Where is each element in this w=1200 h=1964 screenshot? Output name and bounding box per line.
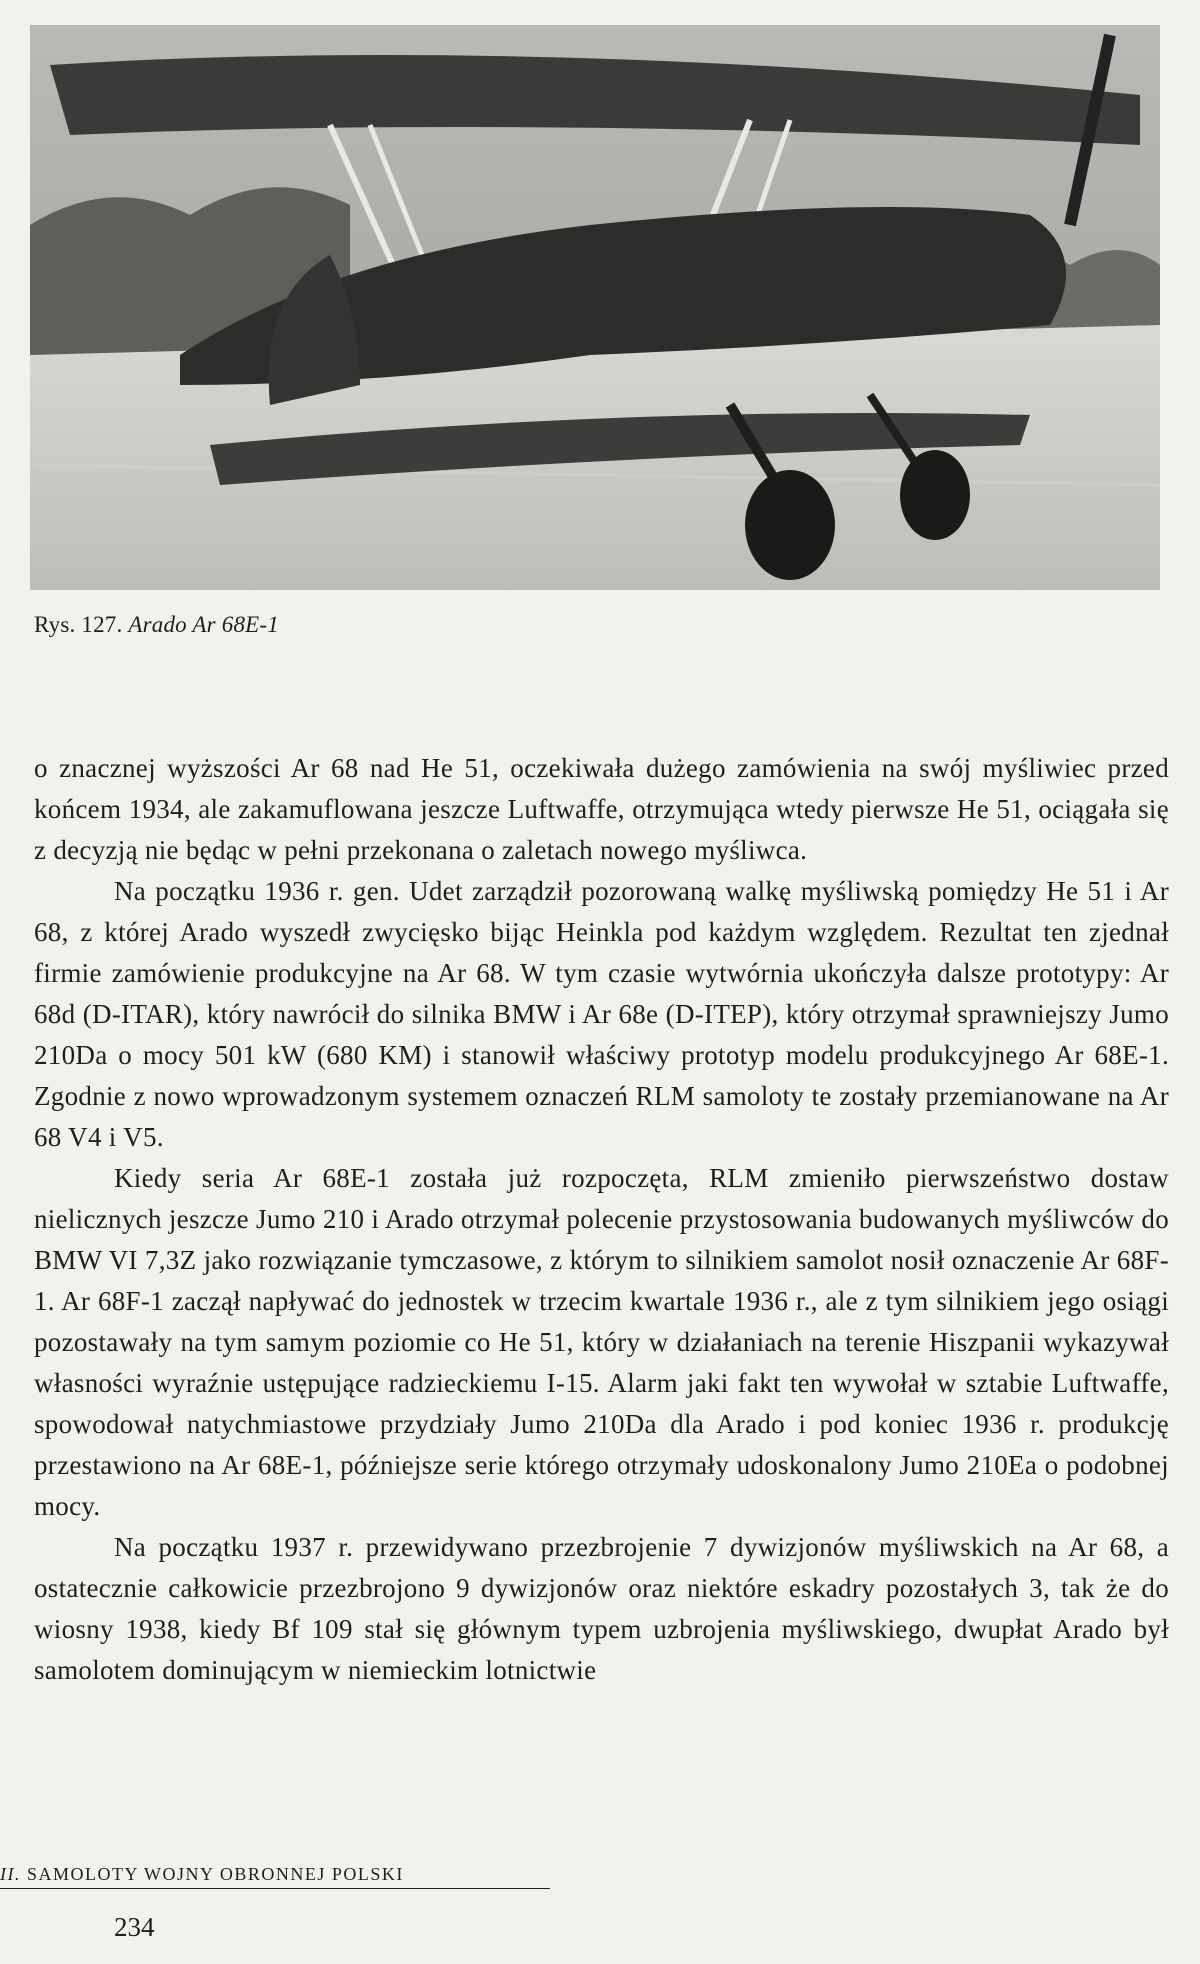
caption-title: Arado Ar 68E-1 [128,612,279,637]
biplane-photo-icon [30,25,1160,590]
biplane-photo [30,25,1160,590]
page-number: 234 [114,1912,155,1942]
running-footer [0,1864,404,1885]
figure-caption [34,612,279,638]
paragraph: Na początku 1936 r. gen. Udet zarządził pozorowaną walkę myśliwską pomiędzy He 51 i Ar 68, z której Arado wyszedł zwycięsko bijąc Heinkla pod każdym względem. Rezultat ten zjednał firmie zamówienie produkcyjne na Ar 68. W tym czasie wytwórnia ukończyła dalsze prototypy: Ar 68d (D-ITAR), który nawrócił do silnika BMW i Ar 68e (D-ITEP), który otrzymał sprawniejszy Jumo 210Da o mocy 501 kW (680 KM) i stanowił właściwy prototyp modelu produkcyjnego Ar 68E-1. Zgodnie z nowo wprowadzonym systemem oznaczeń RLM samoloty te zostały przemianowane na Ar 68 V4 i V5. [34,876,1169,1152]
paragraph: Kiedy seria Ar 68E-1 została już rozpoczęta, RLM zmieniło pierwszeństwo dostaw nielicznych jeszcze Jumo 210 i Arado otrzymał polecenie przystosowania budowanych myśliwców do BMW VI 7,3Z jako rozwiązanie tymczasowe, z którym to silnikiem samolot nosił oznaczenie Ar 68F-1. Ar 68F-1 zaczął napływać do jednostek w trzecim kwartale 1936 r., ale z tym silnikiem jego osiągi pozostawały na tym samym poziomie co He 51, który w działaniach na terenie Hiszpanii wykazywał własności wyraźnie ustępujące radzieckiemu I-15. Alarm jaki fakt ten wywołał w sztabie Luftwaffe, spowodował natychmiastowe przydziały Jumo 210Da dla Arado i pod koniec 1936 r. produkcję przestawiono na Ar 68E-1, późniejsze serie którego otrzymały udoskonalony Jumo 210Ea o podobnej mocy. [34,1163,1169,1521]
paragraph: o znacznej wyższości Ar 68 nad He 51, oczekiwała dużego zamówienia na swój myśliwiec przed końcem 1934, ale zakamuflowana jeszcze Luftwaffe, otrzymująca wtedy pierwsze He 51, ociągała się z decyzją nie będąc w pełni przekonana o zaletach nowego myśliwca. [34,753,1169,865]
footer-divider [0,1888,550,1889]
chapter-title: SAMOLOTY WOJNY OBRONNEJ POLSKI [27,1864,404,1884]
paragraph: Na początku 1937 r. przewidywano przezbrojenie 7 dywizjonów myśliwskich na Ar 68, a ostatecznie całkowicie przezbrojono 9 dywizjonów oraz niektóre eskadry pozostałych 3, tak że do wiosny 1938, kiedy Bf 109 stał się głównym typem uzbrojenia myśliwskiego, dwupłat Arado był samolotem dominującym w niemieckim lotnictwie [34,1532,1169,1685]
chapter-number: II. [0,1864,21,1884]
body-text [34,748,1169,1691]
caption-prefix: Rys. 127. [34,612,123,637]
